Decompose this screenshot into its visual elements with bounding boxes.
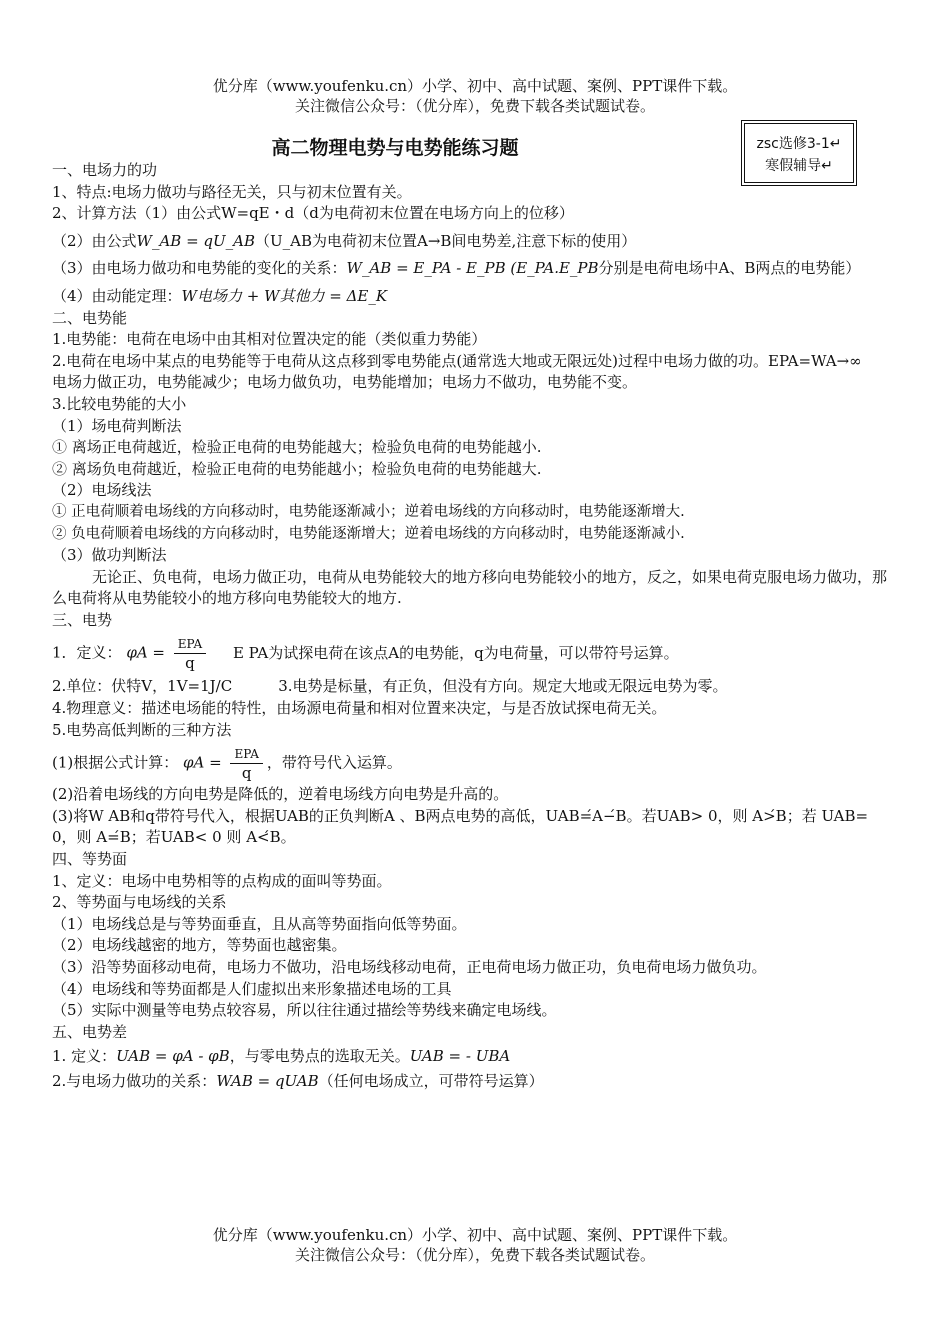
text: （3）由电场力做功和电势能的变化的关系： xyxy=(52,259,347,278)
page-title: 高二物理电势与电势能练习题 xyxy=(271,137,519,159)
text: （4）由动能定理： xyxy=(52,286,182,305)
formula: WAB = qUAB xyxy=(216,1071,319,1090)
formula-lhs: φA = xyxy=(126,643,165,662)
paragraph: （2）电场线越密的地方，等势面也越密集。 xyxy=(52,936,347,955)
footer-line-1: 优分库（www.youfenku.cn）小学、初中、高中试题、案例、PPT课件下载。 xyxy=(212,1226,738,1244)
paragraph: 无论正、负电荷，电场力做正功，电荷从电势能较大的地方移向电势能较小的地方，反之，如果电荷克服电场力做功，那么电荷将从电势能较小的地方移向电势能较大的地方. xyxy=(52,567,888,608)
paragraph: （1）场电荷判断法 xyxy=(52,416,182,435)
paragraph: ① 离场正电荷越近，检验正电荷的电势能越大；检验负电荷的电势能越小. xyxy=(52,438,542,457)
page-header xyxy=(0,76,950,116)
paragraph: （1）电场线总是与等势面垂直，且从高等势面指向低等势面。 xyxy=(52,914,467,933)
definition-line xyxy=(52,635,897,672)
formula: W_AB = E_PA - E_PB (E_PA.E_PB xyxy=(346,259,599,278)
section-heading: 四、等势面 xyxy=(52,850,128,869)
formula: W电场力 + W其他力 = ΔE_K xyxy=(181,286,388,305)
text: （任何电场成立，可带符号运算） xyxy=(318,1071,544,1090)
text: 1. 定义： xyxy=(52,1047,117,1066)
formula: UAB = φA - φB xyxy=(116,1047,230,1066)
paragraph: 电场力做正功，电势能减少；电场力做负功，电势能增加；电场力不做功，电势能不变。 xyxy=(52,373,638,392)
denominator: q xyxy=(241,764,252,783)
fraction xyxy=(174,635,206,672)
paragraph: 1、特点:电场力做功与路径无关，只与初末位置有关。 xyxy=(52,182,412,201)
paragraph: 5.电势高低判断的三种方法 xyxy=(52,720,232,739)
paragraph: 1、定义：电场中电势相等的点构成的面叫等势面。 xyxy=(52,871,392,890)
paragraph: （3）沿等势面移动电荷，电场力不做功，沿电场线移动电荷，正电荷电场力做正功，负电荷电场力做负功。 xyxy=(52,958,767,976)
text: ，与零电势点的选取无关。 xyxy=(229,1047,410,1066)
formula-lhs: φA = xyxy=(183,753,222,772)
footer-line-2: 关注微信公众号：（优分库），免费下载各类试题试卷。 xyxy=(294,1246,655,1264)
fraction xyxy=(230,745,262,782)
tag-line-2: 寒假辅导↵ xyxy=(765,158,833,174)
paragraph: （4）电场线和等势面都是人们虚拟出来形象描述电场的工具 xyxy=(52,979,452,998)
paragraph: ① 正电荷顺着电场线的方向移动时，电势能逐渐减小；逆着电场线的方向移动时，电势能逐渐增大. xyxy=(52,503,685,520)
numerator: EPA xyxy=(174,635,206,654)
header-line-2: 关注微信公众号：（优分库），免费下载各类试题试卷。 xyxy=(294,97,655,115)
text: ，带符号代入运算。 xyxy=(266,753,402,772)
paragraph: （5）实际中测量等电势点较容易，所以往往通过描绘等势线来确定电场线。 xyxy=(52,1001,557,1020)
tag-line-1: zsc选修3-1↵ xyxy=(756,136,842,152)
text: 1．定义： xyxy=(52,643,122,662)
paragraph xyxy=(52,1071,897,1093)
paragraph: （3）做功判断法 xyxy=(52,546,167,565)
section-heading: 一、电场力的功 xyxy=(52,161,158,179)
section-heading: 二、电势能 xyxy=(52,308,128,327)
formula: UAB = - UBA xyxy=(409,1047,511,1066)
denominator: q xyxy=(185,654,195,673)
paragraph: 4.物理意义：描述电场能的特性，由场源电荷量和相对位置来决定，与是否放试探电荷无关。 xyxy=(52,699,667,718)
paragraph: (3)将W AB和q带符号代入，根据UAB的正负判断A 、B两点电势的高低，UAB=́A−́B。若UAB> 0，则 A>́B；若 UAB= 0，则 A=́B；若UAB< 0 则 A<́B。 xyxy=(52,806,869,847)
paragraph: 3.比较电势能的大小 xyxy=(52,394,187,413)
paragraph: 2.电荷在电场中某点的电势能等于电荷从这点移到零电势能点(通常选大地或无限远处)过程中电场力做的功。EPA=WA→∞ xyxy=(52,351,862,370)
header-line-1: 优分库（www.youfenku.cn）小学、初中、高中试题、案例、PPT课件下载。 xyxy=(212,77,738,95)
numerator: EPA xyxy=(230,745,262,764)
paragraph xyxy=(52,676,897,698)
text: （U_AB为电荷初末位置A→B间电势差,注意下标的使用） xyxy=(255,231,637,250)
paragraph: （2）电场线法 xyxy=(52,481,152,500)
text: (1)根据公式计算： xyxy=(52,753,179,772)
text: （2）由公式 xyxy=(52,231,137,250)
formula: W_AB = qU_AB xyxy=(136,231,256,250)
page-footer xyxy=(0,1225,950,1265)
document-body xyxy=(52,160,897,1093)
paragraph: (2)沿着电场线的方向电势是降低的，逆着电场线方向电势是升高的。 xyxy=(52,785,509,804)
paragraph: 1.电势能：电荷在电场中由其相对位置决定的能（类似重力势能） xyxy=(52,330,487,349)
paragraph: ② 负电荷顺着电场线的方向移动时，电势能逐渐增大；逆着电场线的方向移动时，电势能逐渐减小. xyxy=(52,525,685,542)
section-heading: 五、电势差 xyxy=(52,1022,128,1041)
text: 3.电势是标量，有正负，但没有方向。规定大地或无限远电势为零。 xyxy=(278,677,728,696)
definition-line xyxy=(52,1046,897,1068)
text: 2.与电场力做功的关系： xyxy=(52,1071,217,1090)
formula-line xyxy=(52,745,897,782)
text: 分别是电荷电场中A、B两点的电势能） xyxy=(598,259,861,278)
paragraph: 2、等势面与电场线的关系 xyxy=(52,893,227,912)
paragraph xyxy=(52,231,897,253)
text: E PA为试探电荷在该点A的电势能，q为电荷量，可以带符号运算。 xyxy=(232,643,679,662)
text: 2.单位：伏特V，1V=1J/C xyxy=(52,677,233,696)
paragraph: ② 离场负电荷越近，检验正电荷的电势能越小；检验负电荷的电势能越大. xyxy=(52,459,542,478)
paragraph xyxy=(52,286,897,308)
paragraph xyxy=(52,258,897,280)
section-heading: 三、电势 xyxy=(52,610,113,629)
paragraph: 2、计算方法（1）由公式W=qE・d（d为电荷初末位置在电场方向上的位移） xyxy=(52,204,574,223)
